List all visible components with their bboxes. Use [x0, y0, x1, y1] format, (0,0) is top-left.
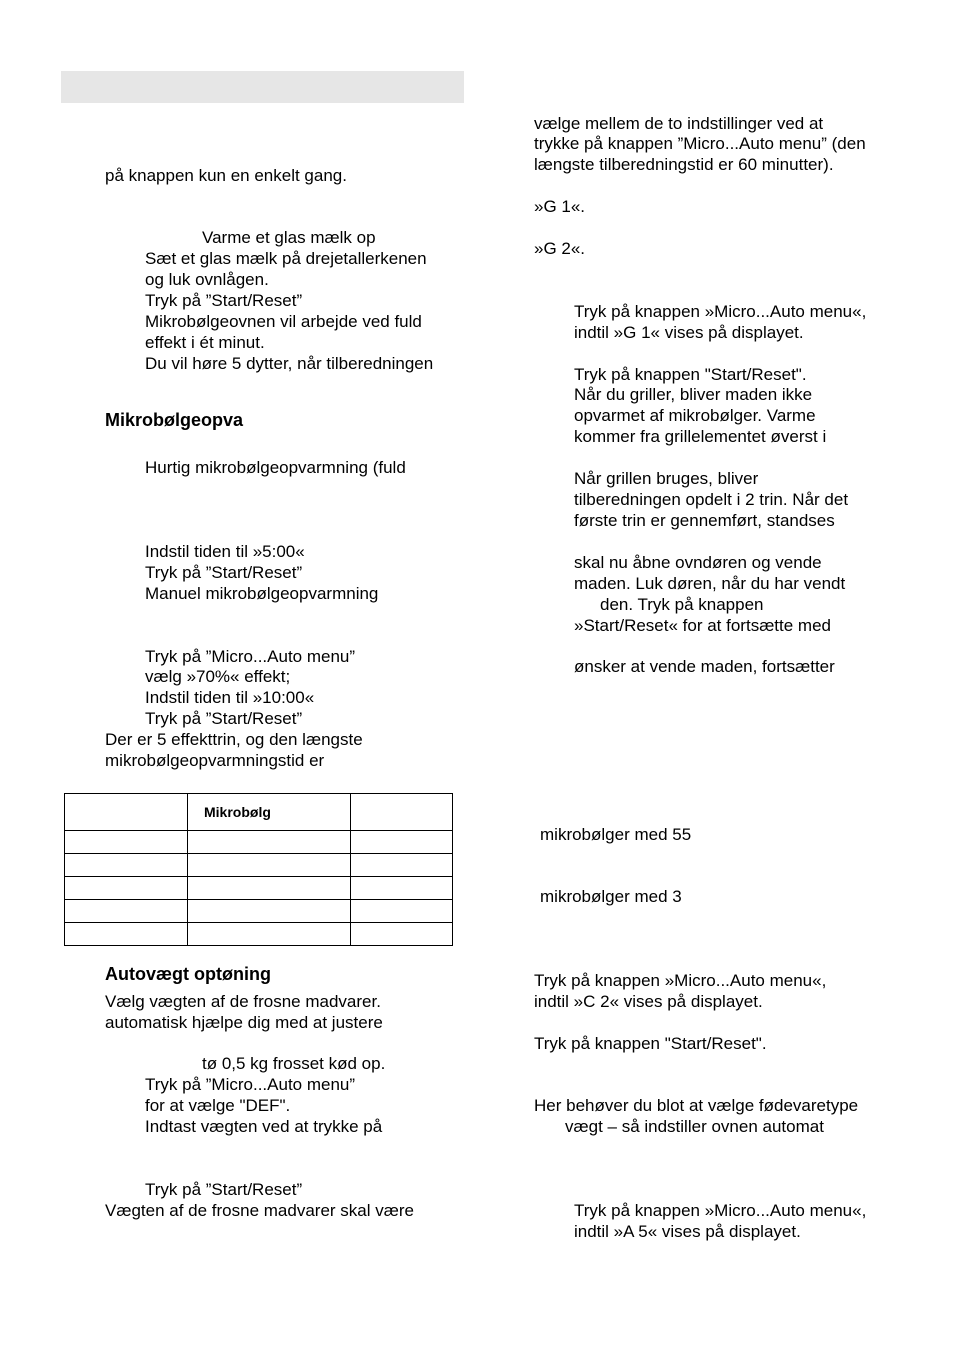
text-line: »Start/Reset« for at fortsætte med	[574, 616, 832, 635]
text-line: indtil »C 2« vises på displayet.	[534, 992, 763, 1011]
text-line: kommer fra grillelementet øverst i	[574, 427, 827, 446]
table-cell	[351, 923, 453, 946]
text-line: Indstil tiden til »10:00«	[145, 688, 315, 707]
text-line: for at vælge "DEF".	[145, 1096, 291, 1115]
text-line: Indstil tiden til »5:00«	[145, 542, 305, 561]
text-line: maden. Luk døren, når du har vendt	[574, 574, 846, 593]
table-cell	[65, 923, 188, 946]
table-row	[65, 854, 453, 877]
section-heading-autodefrost: Autovægt optøning	[105, 964, 271, 984]
table-cell	[188, 854, 351, 877]
table-header-row	[65, 794, 453, 831]
text-line: opvarmet af mikrobølger. Varme	[574, 406, 816, 425]
text-line: Tryk på ”Micro...Auto menu”	[145, 647, 356, 666]
table-header-cell	[65, 794, 188, 831]
table-cell	[188, 923, 351, 946]
text-line: Vægten af de frosne madvarer skal være	[105, 1201, 414, 1220]
text-line: »G 1«.	[534, 197, 586, 216]
table-row	[65, 877, 453, 900]
text-line: Tryk på ”Start/Reset”	[145, 291, 303, 310]
text-line: Tryk på ”Start/Reset”	[145, 1180, 303, 1199]
text-line: indtil »A 5« vises på displayet.	[574, 1222, 801, 1241]
text-line: automatisk hjælpe dig med at justere	[105, 1013, 383, 1032]
text-line: Manuel mikrobølgeopvarmning	[145, 584, 379, 603]
table-cell	[65, 900, 188, 923]
text-line: trykke på knappen ”Micro...Auto menu” (den	[534, 134, 866, 153]
text-line: Når grillen bruges, bliver	[574, 469, 759, 488]
text-line: skal nu åbne ovndøren og vende	[574, 553, 822, 572]
text-line: vælge mellem de to indstillinger ved at	[534, 114, 824, 133]
power-level-table	[64, 793, 453, 946]
section-heading-micro: Mikrobølgeopva	[105, 410, 244, 430]
text-line: og luk ovnlågen.	[145, 270, 269, 289]
text-line: Tryk på knappen »Micro...Auto menu«,	[574, 1201, 867, 1220]
text-line: Der er 5 effekttrin, og den længste	[105, 730, 363, 749]
table-row	[65, 900, 453, 923]
text-line: Her behøver du blot at vælge fødevaretype	[534, 1096, 859, 1115]
table-header-cell: Mikrobølg	[188, 794, 351, 831]
table-cell	[188, 900, 351, 923]
table-cell	[351, 854, 453, 877]
text-line: mikrobølger med 55	[540, 825, 692, 844]
text-line: Tryk på knappen "Start/Reset".	[534, 1034, 767, 1053]
text-line: indtil »G 1« vises på displayet.	[574, 323, 804, 342]
text-line: vægt – så indstiller ovnen automat	[565, 1117, 824, 1136]
text-line: »G 2«.	[534, 239, 586, 258]
example-title: tø 0,5 kg frosset kød op.	[202, 1054, 386, 1073]
text-line: Indtast vægten ved at trykke på	[145, 1117, 383, 1136]
table-cell	[351, 831, 453, 854]
text-line: på knappen kun en enkelt gang.	[105, 166, 347, 185]
text-line: ønsker at vende maden, fortsætter	[574, 657, 835, 676]
text-line: tilberedningen opdelt i 2 trin. Når det	[574, 490, 849, 509]
text-line: Tryk på knappen »Micro...Auto menu«,	[574, 302, 867, 321]
text-line: Du vil høre 5 dytter, når tilberedningen	[145, 354, 434, 373]
table-header-cell	[351, 794, 453, 831]
table-cell	[65, 854, 188, 877]
text-line: mikrobølger med 3	[540, 887, 682, 906]
text-line: den. Tryk på knappen	[600, 595, 764, 614]
text-line: Vælg vægten af de frosne madvarer.	[105, 992, 381, 1011]
table-cell	[65, 831, 188, 854]
text-line: effekt i ét minut.	[145, 333, 265, 352]
text-line: Tryk på ”Start/Reset”	[145, 563, 303, 582]
table-row	[65, 923, 453, 946]
text-line: Sæt et glas mælk på drejetallerkenen	[145, 249, 427, 268]
example-title: Varme et glas mælk op	[202, 228, 376, 247]
text-line: Mikrobølgeovnen vil arbejde ved fuld	[145, 312, 422, 331]
table-row	[65, 831, 453, 854]
text-line: Hurtig mikrobølgeopvarmning (fuld	[145, 458, 406, 477]
table-cell	[351, 877, 453, 900]
table-cell	[351, 900, 453, 923]
text-line: Tryk på ”Start/Reset”	[145, 709, 303, 728]
table-cell	[65, 877, 188, 900]
text-line: Tryk på ”Micro...Auto menu”	[145, 1075, 356, 1094]
table-cell	[188, 831, 351, 854]
table-cell	[188, 877, 351, 900]
text-line: mikrobølgeopvarmningstid er	[105, 751, 325, 770]
text-line: længste tilberedningstid er 60 minutter).	[534, 155, 834, 174]
text-line: vælg »70%« effekt;	[145, 667, 291, 686]
section-header-bar	[61, 71, 464, 103]
text-line: Når du griller, bliver maden ikke	[574, 385, 813, 404]
text-line: første trin er gennemført, standses	[574, 511, 835, 530]
text-line: Tryk på knappen »Micro...Auto menu«,	[534, 971, 827, 990]
text-line: Tryk på knappen "Start/Reset".	[574, 365, 807, 384]
